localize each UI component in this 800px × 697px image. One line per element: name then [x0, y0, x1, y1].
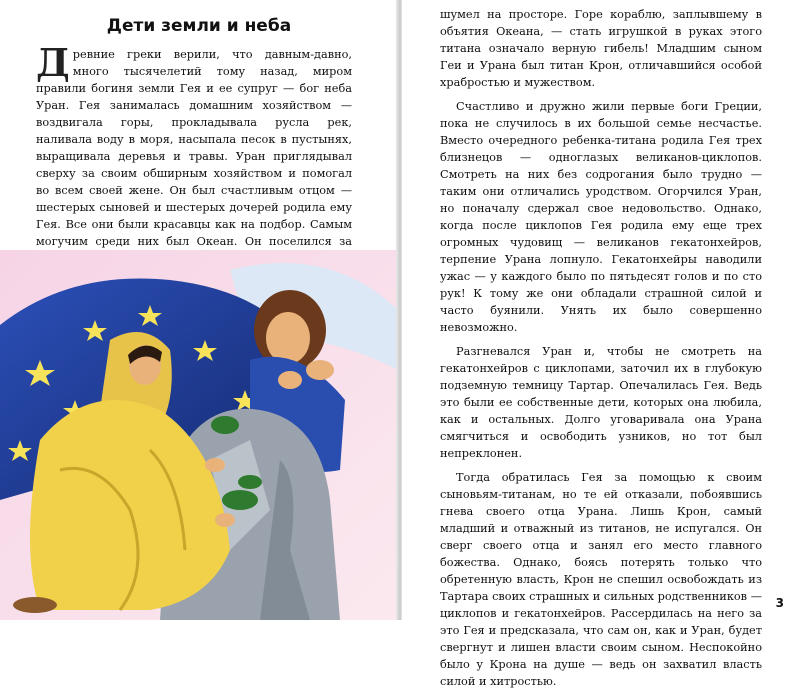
- intro-text: ревние греки верили, что давным-давно, много тысячелетий тому назад, миром правили богиня земли Гея и ее супруг — бог неба Уран. Гея занималась домашним хозяйством — воздвигала горы, прокладывала русла рек, наливала воду в моря, насыпала песок в пустынях, выращивала деревья и травы. Уран приглядывал сверху за своим обширным хозяйством и помогал во всем своей жене. Он был счастливым отцом — шестерых сыновей и шестерых дочерей родила ему Гея. Все они были красавцы как на подбор. Самым могучим среди них был Океан. Он поселился за: [36, 48, 352, 248]
- intro-paragraph: [36, 40, 352, 284]
- page-title: Дети земли и неба: [106, 16, 292, 36]
- right-text-block: [440, 6, 762, 697]
- right-paragraph-2: Счастливо и дружно жили первые боги Греции, пока не случилось в их большой семье несчастье. Вместо очередного ребенка-титана родила Гея трех близнецов — одноглазых великанов-циклопов. Смотреть на них без содрогания было трудно — таким они отличались уродством. Огорчился Уран, но поначалу сдержал свое недовольство. Однако, когда после циклопов Гея родила ему еще трех огромных чудовищ — великанов гекатонхейров, терпение Урана лопнуло. Гекатонхейры наводили ужас — у каждого было по пятьдесят голов и по сто рук! К тому же они обладали страшной силой и часто буянили. Унять их было совершенно невозможно.: [440, 100, 762, 334]
- gaia-uranus-illustration: [0, 250, 398, 620]
- right-paragraph-3: Разгневался Уран и, чтобы не смотреть на гекатонхейров с циклопами, заточил их в глубокую подземную темницу Тартар. Опечалилась Гея. Ведь это были ее собственные дети, которых она любила, как и остальных. Долго уговаривала она Урана смягчиться и освободить узников, но тот был непреклонен.: [440, 345, 762, 460]
- right-paragraph-1: шумел на просторе. Горе кораблю, заплывшему в объятия Океана, — стать игрушкой в руках этого титана означало верную гибель! Младшим сыном Геи и Урана был титан Крон, отличавшийся особой храбростью и мужеством.: [440, 8, 762, 89]
- left-page: [0, 0, 398, 620]
- right-page: [402, 0, 800, 688]
- right-paragraph-4: Тогда обратилась Гея за помощью к своим сыновьям-титанам, но те ей отказали, побоявшись гнева своего отца Урана. Лишь Крон, самый младший и отважный из титанов, не испугался. Он сверг своего отца и занял его место главного божества. Однако, боясь потерять только что обретенную власть, Крон не спешил освобождать из Тартара своих страшных и сильных родственников — циклопов и гекатонхейров. Рассердилась на него за это Гея и предсказала, что сам он, как и Уран, будет свергнут и лишен власти своим сыном. Неспокойно было у Крона на душе — ведь он захватил власть силой и хитростью.: [440, 471, 762, 688]
- drop-cap: Д: [36, 40, 70, 85]
- page-number: 3: [775, 596, 784, 610]
